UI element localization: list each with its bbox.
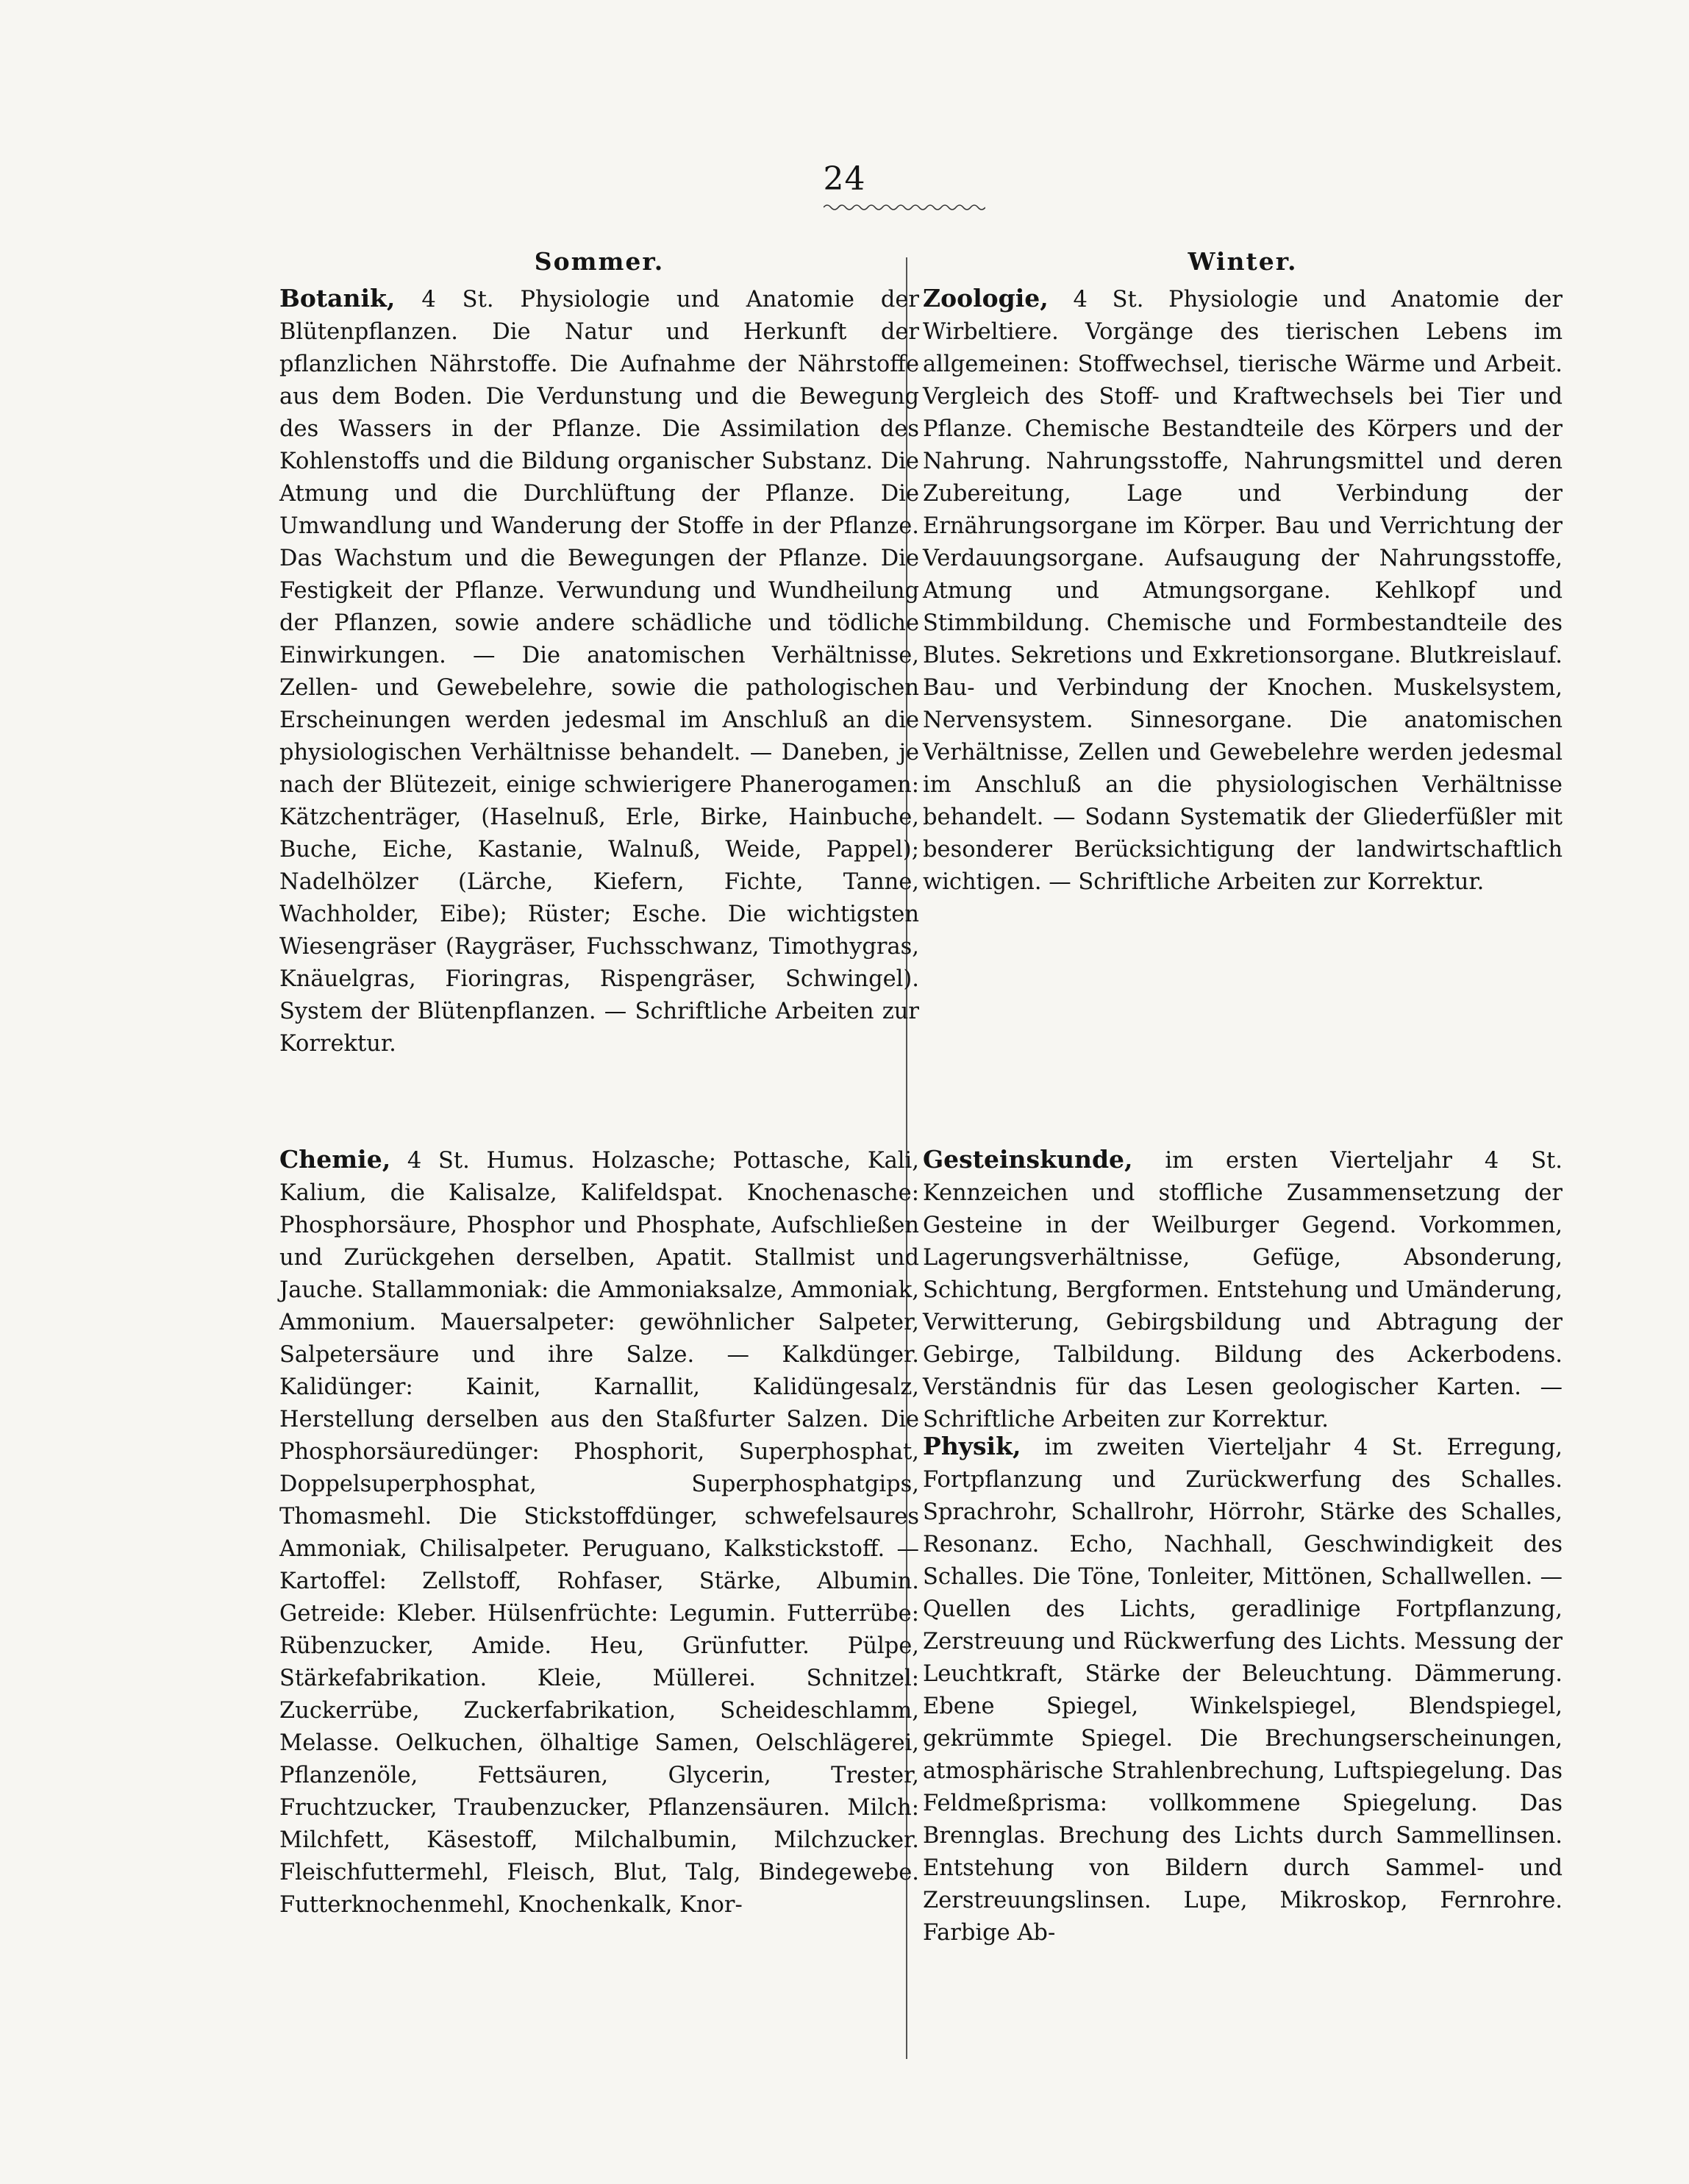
section-physik: [923, 1430, 1563, 1949]
section-zoologie: [923, 282, 1563, 899]
section-text: im ersten Vierteljahr 4 St. Kennzeichen und stoffliche Zusammensetzung der Gesteine in der Weilburger Gegend. Vorkommen, Lagerungsverhältnisse, Gefüge, Absonderung, Schichtung, Bergformen. Entstehung und Umänderung, Verwitterung, Gebirgsbildung und Abtragung der Gebirge, Talbildung. Bildung des Ackerbodens. Verständnis für das Lesen geologischer Karten. — Schriftliche Arbeiten zur Korrektur.: [923, 1148, 1563, 1432]
section-botanik: [279, 282, 919, 1060]
section-chemie: [279, 1143, 919, 1921]
section-heading: Botanik,: [279, 284, 396, 313]
section-text: im zweiten Vierteljahr 4 St. Erregung, Fortpflanzung und Zurückwerfung des Schalles. Sprachrohr, Schallrohr, Hörrohr, Stärke des Schalles, Resonanz. Echo, Nachhall, Geschwindigkeit des Schalles. Die Töne, Tonleiter, Mittönen, Schallwellen. — Quellen des Lichts, geradlinige Fortpflanzung, Zerstreuung und Rückwerfung des Lichts. Messung der Leuchtkraft, Stärke der Beleuchtung. Dämmerung. Ebene Spiegel, Winkelspiegel, Blendspiegel, gekrümmte Spiegel. Die Brechungserscheinungen, atmosphärische Strahlenbrechung, Luftspiegelung. Das Feldmeßprisma: vollkommene Spiegelung. Das Brennglas. Brechung des Lichts durch Sammellinsen. Entstehung von Bildern durch Sammel- und Zerstreuungslinsen. Lupe, Mikroskop, Fernrohre. Farbige Ab-: [923, 1435, 1563, 1946]
section-heading: Physik,: [923, 1432, 1021, 1460]
decorative-rule: [824, 203, 985, 212]
page-number: 24: [823, 160, 866, 198]
section-gesteinskunde: [923, 1143, 1563, 1436]
section-heading: Chemie,: [279, 1145, 391, 1174]
section-text: 4 St. Physiologie und Anatomie der Blütenpflanzen. Die Natur und Herkunft der pflanzlichen Nährstoffe. Die Aufnahme der Nährstoffe aus dem Boden. Die Verdunstung und die Bewegung des Wassers in der Pflanze. Die Assimilation des Kohlenstoffs und die Bildung organischer Substanz. Die Atmung und die Durchlüftung der Pflanze. Die Umwandlung und Wanderung der Stoffe in der Pflanze. Das Wachstum und die Bewegungen der Pflanze. Die Festigkeit der Pflanze. Verwundung und Wundheilung der Pflanzen, sowie andere schädliche und tödliche Einwirkungen. — Die anatomischen Verhältnisse, Zellen- und Gewebelehre, sowie die pathologischen Erscheinungen werden jedesmal im Anschluß an die physiologischen Verhältnisse behandelt. — Daneben, je nach der Blütezeit, einige schwierigere Phanerogamen: Kätzchenträger, (Haselnuß, Erle, Birke, Hainbuche, Buche, Eiche, Kastanie, Walnuß, Weide, Pappel); Nadelhölzer (Lärche, Kiefern, Fichte, Tanne, Wachholder, Eibe); Rüster; Esche. Die wichtigsten Wiesengräser (Raygräser, Fuchsschwanz, Timothygras, Knäuelgras, Fioringras, Rispengräser, Schwingel). System der Blütenpflanzen. — Schriftliche Arbeiten zur Korrektur.: [279, 287, 919, 1057]
season-heading: Sommer.: [534, 247, 665, 276]
section-heading: Gesteinskunde,: [923, 1145, 1133, 1174]
section-text: 4 St. Humus. Holzasche; Pottasche, Kali, Kalium, die Kalisalze, Kalifeldspat. Knochenasche: Phosphorsäure, Phosphor und Phosphate, Aufschließen und Zurückgehen derselben, Apatit. Stallmist und Jauche. Stallammoniak: die Ammoniaksalze, Ammoniak, Ammonium. Mauersalpeter: gewöhnlicher Salpeter, Salpetersäure und ihre Salze. — Kalkdünger. Kalidünger: Kainit, Karnallit, Kalidüngesalz, Herstellung derselben aus den Staßfurter Salzen. Die Phosphorsäuredünger: Phosphorit, Superphosphat, Doppelsuperphosphat, Superphosphatgips, Thomasmehl. Die Stickstoffdünger, schwefelsaures Ammoniak, Chilisalpeter. Peruguano, Kalkstickstoff. — Kartoffel: Zellstoff, Rohfaser, Stärke, Albumin. Getreide: Kleber. Hülsenfrüchte: Legumin. Futterrübe: Rübenzucker, Amide. Heu, Grünfutter. Pülpe, Stärkefabrikation. Kleie, Müllerei. Schnitzel: Zuckerrübe, Zuckerfabrikation, Scheideschlamm, Melasse. Oelkuchen, ölhaltige Samen, Oelschlägerei, Pflanzenöle, Fettsäuren, Glycerin, Trester, Fruchtzucker, Traubenzucker, Pflanzensäuren. Milch: Milchfett, Käsestoff, Milchalbumin, Milchzucker. Fleischfuttermehl, Fleisch, Blut, Talg, Bindegewebe. Futterknochenmehl, Knochenkalk, Knor-: [279, 1148, 919, 1918]
section-text: 4 St. Physiologie und Anatomie der Wirbeltiere. Vorgänge des tierischen Lebens im allgemeinen: Stoffwechsel, tierische Wärme und Arbeit. Vergleich des Stoff- und Kraftwechsels bei Tier und Pflanze. Chemische Bestandteile des Körpers und der Nahrung. Nahrungsstoffe, Nahrungsmittel und deren Zubereitung, Lage und Verbindung der Ernährungsorgane im Körper. Bau und Verrichtung der Verdauungsorgane. Aufsaugung der Nahrungsstoffe, Atmung und Atmungsorgane. Kehlkopf und Stimmbildung. Chemische und Formbestandteile des Blutes. Sekretions und Exkretionsorgane. Blutkreislauf. Bau- und Verbindung der Knochen. Muskelsystem, Nervensystem. Sinnesorgane. Die anatomischen Verhältnisse, Zellen und Gewebelehre werden jedesmal im Anschluß an die physiologischen Verhältnisse behandelt. — Sodann Systematik der Gliederfüßler mit besonderer Berücksichtigung der landwirtschaftlich wichtigen. — Schriftliche Arbeiten zur Korrektur.: [923, 287, 1563, 895]
section-heading: Zoologie,: [923, 284, 1049, 313]
season-heading: Winter.: [1188, 247, 1298, 276]
